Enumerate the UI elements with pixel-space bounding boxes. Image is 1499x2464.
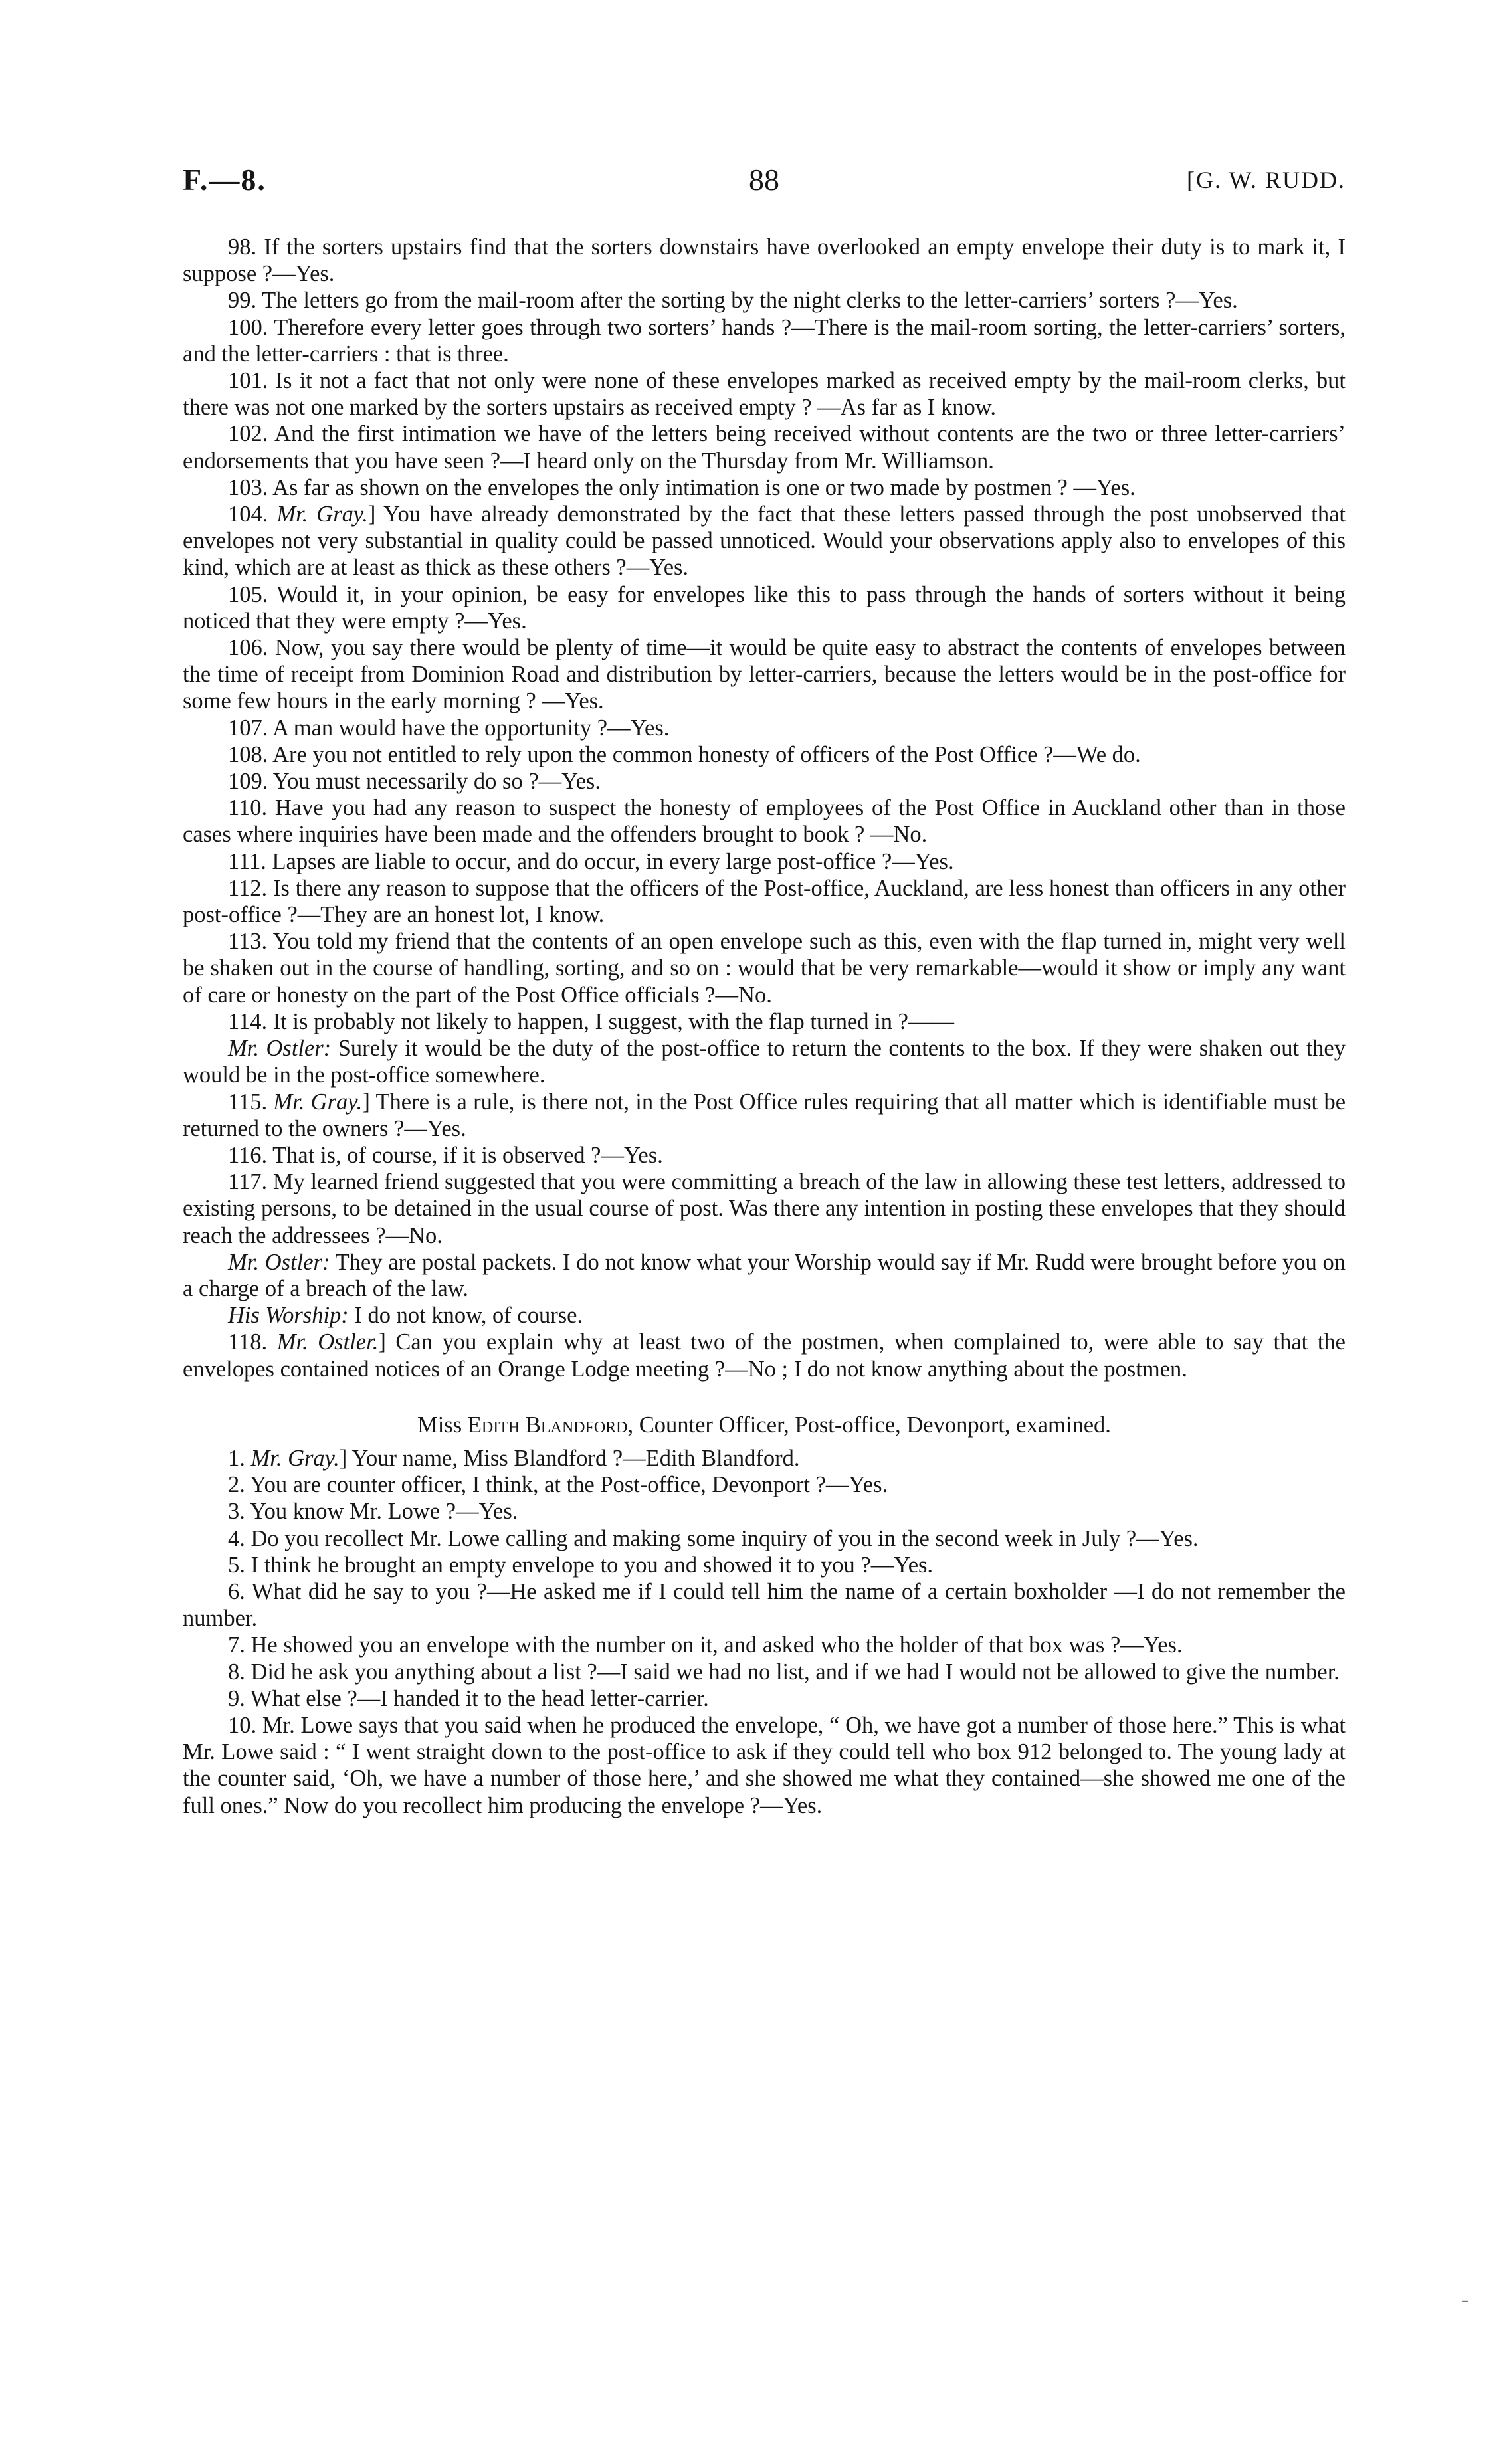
paragraph xyxy=(183,848,1346,875)
evidence-rudd xyxy=(183,234,1346,1382)
paragraph-text: 6. What did he say to you ?—He asked me if I could tell him the name of a certain boxholder —I do not remember the number. xyxy=(183,1578,1346,1632)
paragraph-text: 2. You are counter officer, I think, at the Post-office, Devonport ?—Yes. xyxy=(228,1472,888,1498)
paragraph-text: 105. Would it, in your opinion, be easy for envelopes like this to pass through the hands of sorters without it being noticed that they were empty ?—Yes. xyxy=(183,581,1346,634)
section-suffix: , Counter Officer, Post-office, Devonport, examined. xyxy=(627,1412,1111,1438)
paragraph xyxy=(183,474,1346,501)
paragraph-text: 115. xyxy=(228,1089,268,1115)
paragraph xyxy=(183,1089,1346,1142)
speaker-name: Mr. Ostler: xyxy=(228,1249,330,1275)
speaker-text: ] There is a rule, is there not, in the Post Office rules requiring that all matter which is identifiable must be returned to the owners ?—Yes. xyxy=(183,1089,1346,1141)
paragraph xyxy=(183,421,1346,474)
paragraph-text: 109. You must necessarily do so ?—Yes. xyxy=(228,769,601,795)
paragraph-text: 9. What else ?—I handed it to the head letter-carrier. xyxy=(228,1685,709,1711)
evidence-blandford xyxy=(183,1445,1346,1819)
paragraph xyxy=(183,1249,1346,1302)
speaker-text: ] Your name, Miss Blandford ?—Edith Blandford. xyxy=(339,1445,800,1471)
paragraph xyxy=(183,1578,1346,1632)
paragraph xyxy=(183,1142,1346,1169)
paragraph xyxy=(183,1498,1346,1525)
paragraph-text: 10. Mr. Lowe says that you said when he produced the envelope, “ Oh, we have got a number of those here.” This is what Mr. Lowe said : “ I went straight down to the post-office to ask if they could tell who box 912 belonged to. The young lady at the counter said, ‘Oh, we have a number of those here,’ and she showed me what they contained—she showed me one of the full ones.” Now do you recollect him producing the envelope ?—Yes. xyxy=(183,1712,1346,1818)
paragraph-text: 117. My learned friend suggested that you were committing a breach of the law in allowing these test letters, addressed to existing persons, to be detained in the usual course of post. Was there any intention in posting these envelopes that they should reach the addressees ?—No. xyxy=(183,1169,1346,1248)
speaker-text: I do not know, of course. xyxy=(348,1303,583,1329)
paragraph xyxy=(183,314,1346,367)
paragraph xyxy=(183,1659,1346,1685)
paragraph xyxy=(183,1302,1346,1329)
speaker-text: ] Can you explain why at least two of the postmen, when complained to, were able to say that the envelopes contained notices of an Orange Lodge meeting ?—No ; I do not know anything about the postmen. xyxy=(183,1329,1346,1382)
paragraph xyxy=(183,795,1346,848)
speaker-name: Mr. Gray. xyxy=(276,502,368,527)
paragraph-text: 110. Have you had any reason to suspect the honesty of employees of the Post Office in Auckland other than in those cases where inquiries have been made and the offenders brought to book ? —No. xyxy=(183,795,1346,848)
paragraph-text: 112. Is there any reason to suppose that the officers of the Post-office, Auckland, are less honest than officers in any other post-office ?—They are an honest lot, I know. xyxy=(183,875,1346,928)
paragraph-text: 103. As far as shown on the envelopes the only intimation is one or two made by postmen ? —Yes. xyxy=(228,474,1136,500)
paragraph xyxy=(183,1712,1346,1819)
paragraph xyxy=(183,1552,1346,1578)
paragraph xyxy=(183,768,1346,795)
paragraph xyxy=(183,287,1346,314)
paragraph xyxy=(183,715,1346,741)
paragraph xyxy=(183,1008,1346,1035)
paragraph xyxy=(183,1685,1346,1712)
paragraph xyxy=(183,1035,1346,1088)
paragraph xyxy=(183,1525,1346,1552)
paragraph-text: 111. Lapses are liable to occur, and do occur, in every large post-office ?—Yes. xyxy=(228,848,954,874)
paragraph-text: 4. Do you recollect Mr. Lowe calling and making some inquiry of you in the second week in July ?—Yes. xyxy=(228,1525,1199,1551)
speaker-name: Mr. Ostler. xyxy=(276,1329,379,1355)
page-header xyxy=(183,162,1346,215)
paragraph-text: 99. The letters go from the mail-room after the sorting by the night clerks to the letter-carriers’ sorters ?—Yes. xyxy=(228,288,1238,314)
paragraph xyxy=(183,1471,1346,1498)
paragraph-text: 116. That is, of course, if it is observed ?—Yes. xyxy=(228,1142,663,1168)
paragraph-text: 3. You know Mr. Lowe ?—Yes. xyxy=(228,1499,518,1525)
document-body xyxy=(183,234,1346,1819)
speaker-name: Mr. Gray. xyxy=(273,1089,363,1115)
witness-name: Edith Blandford xyxy=(467,1412,628,1438)
paragraph-text: 108. Are you not entitled to rely upon the common honesty of officers of the Post Office ?—We do. xyxy=(228,741,1141,767)
speaker-text: ] You have already demonstrated by the fact that these letters passed through the post unobserved that envelopes not very substantial in quality could be passed unnoticed. Would your observations apply also to envelopes of this kind, which are at least as thick as these others ?—Yes. xyxy=(183,502,1346,581)
margin-mark: - xyxy=(1462,2289,1468,2311)
paragraph xyxy=(183,581,1346,634)
paragraph xyxy=(183,234,1346,287)
speaker-text: They are postal packets. I do not know what your Worship would say if Mr. Rudd were brought before you on a charge of a breach of the law. xyxy=(183,1249,1346,1301)
paragraph-text: 101. Is it not a fact that not only were none of these envelopes marked as received empty by the mail-room clerks, but there was not one marked by the sorters upstairs as received empty ? —As far as I know. xyxy=(183,368,1346,421)
paragraph-text: 113. You told my friend that the contents of an open envelope such as this, even with the flap turned in, might very well be shaken out in the course of handling, sorting, and so on : would that be very remarkable—would it show or imply any want of care or honesty on the part of the Post Office officials ?—No. xyxy=(183,929,1346,1008)
paragraph xyxy=(183,875,1346,928)
paragraph xyxy=(183,1632,1346,1658)
paragraph xyxy=(183,367,1346,421)
paragraph-text: 107. A man would have the opportunity ?—Yes. xyxy=(228,715,670,741)
paragraph xyxy=(183,501,1346,581)
paragraph xyxy=(183,928,1346,1008)
paragraph-text: 102. And the first intimation we have of the letters being received without contents are the two or three letter-carriers’ endorsements that you have seen ?—I heard only on the Thursday from Mr. Williamson. xyxy=(183,421,1346,474)
paragraph-text: 98. If the sorters upstairs find that the sorters downstairs have overlooked an empty envelope their duty is to mark it, I suppose ?—Yes. xyxy=(183,235,1346,287)
page-number: 88 xyxy=(749,163,779,197)
speaker-text: Surely it would be the duty of the post-office to return the contents to the box. If they were shaken out they would be in the post-office somewhere. xyxy=(183,1036,1346,1088)
paragraph-text: 1. xyxy=(228,1445,245,1471)
paragraph-text: 7. He showed you an envelope with the number on it, and asked who the holder of that box was ?—Yes. xyxy=(228,1632,1183,1658)
speaker-name: His Worship: xyxy=(228,1303,349,1329)
paragraph-text: 8. Did he ask you anything about a list ?—I said we had no list, and if we had I would not be allowed to give the number. xyxy=(228,1659,1340,1685)
speaker-name: Mr. Gray. xyxy=(250,1445,340,1471)
paragraph-text: 114. It is probably not likely to happen, I suggest, with the flap turned in ?—— xyxy=(228,1008,954,1034)
paragraph xyxy=(183,1169,1346,1249)
witness-reference: [G. W. RUDD. xyxy=(1186,167,1346,193)
section-heading xyxy=(183,1412,1346,1438)
paragraph xyxy=(183,741,1346,768)
paragraph xyxy=(183,1329,1346,1382)
section-prefix: Miss xyxy=(417,1412,462,1438)
paragraph-text: 5. I think he brought an empty envelope to you and showed it to you ?—Yes. xyxy=(228,1552,934,1578)
paragraph xyxy=(183,634,1346,715)
paragraph-text: 106. Now, you say there would be plenty of time—it would be quite easy to abstract the contents of envelopes between the time of receipt from Dominion Road and distribution by letter-carriers, because the letters would be in the post-office for some few hours in the early morning ? —Yes. xyxy=(183,635,1346,714)
speaker-name: Mr. Ostler: xyxy=(228,1036,332,1062)
paragraph-text: 100. Therefore every letter goes through two sorters’ hands ?—There is the mail-room sorting, the letter-carriers’ sorters, and the letter-carriers : that is three. xyxy=(183,314,1346,367)
paragraph-text: 118. xyxy=(228,1329,268,1355)
paragraph-text: 104. xyxy=(228,502,268,527)
paragraph xyxy=(183,1445,1346,1471)
paper-reference: F.—8. xyxy=(183,163,266,197)
